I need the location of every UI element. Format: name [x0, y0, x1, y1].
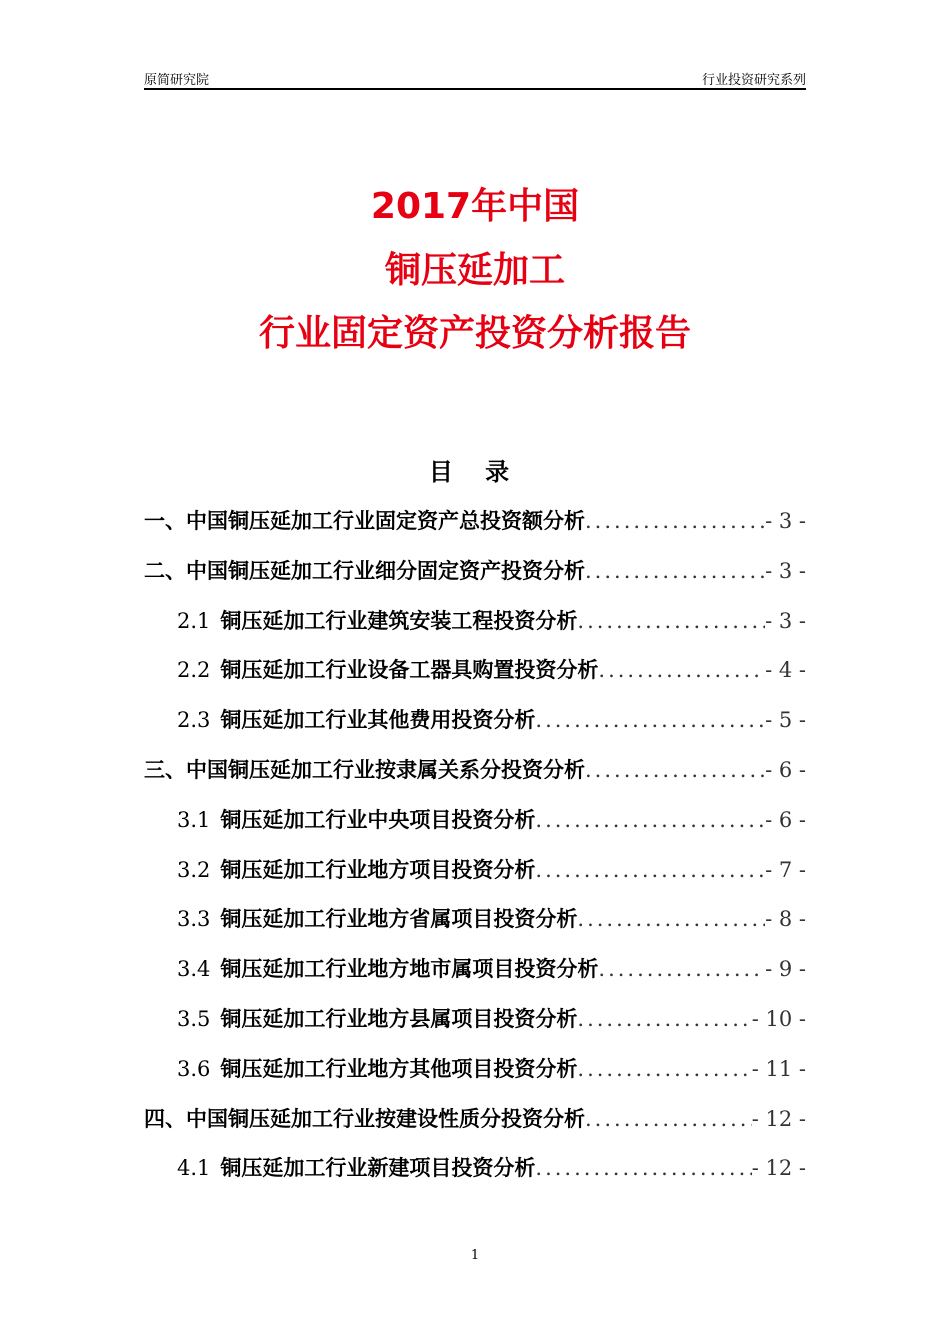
toc-leader-dots	[535, 1156, 751, 1180]
page-header	[144, 68, 806, 90]
toc-entry-text: 铜压延加工行业地方县属项目投资分析	[220, 1006, 578, 1031]
toc-entry-page: - 3 -	[765, 558, 806, 583]
toc-entry-number: 2.3	[177, 708, 211, 733]
toc-entry[interactable]	[144, 704, 806, 754]
toc-leader-dots	[535, 708, 765, 732]
toc-entry-text: 铜压延加工行业新建项目投资分析	[220, 1156, 536, 1181]
toc-entry-title	[177, 1152, 535, 1182]
toc-entry-text: 铜压延加工行业其他费用投资分析	[220, 708, 536, 733]
toc-entry-number: 3.1	[177, 807, 211, 832]
toc-entry-text: 铜压延加工行业地方项目投资分析	[220, 857, 536, 882]
title-line-3: 行业固定资产投资分析报告	[258, 313, 691, 354]
toc-entry[interactable]	[144, 1103, 806, 1153]
toc-entry-number: 3.4	[177, 957, 211, 982]
toc-leader-dots	[585, 1107, 752, 1131]
toc-leader-dots	[585, 758, 765, 782]
toc-entry-page: - 12 -	[751, 1106, 806, 1131]
toc-entry[interactable]	[144, 1152, 806, 1202]
toc-leader-dots	[577, 1057, 751, 1081]
toc-entry-title	[177, 605, 577, 635]
toc-entry-title	[177, 854, 535, 884]
toc-entry-page: - 3 -	[765, 509, 806, 533]
toc-entry-text: 四、中国铜压延加工行业按建设性质分投资分析	[144, 1106, 585, 1131]
toc-leader-dots	[598, 658, 765, 682]
toc-entry-page: - 7 -	[765, 857, 806, 882]
toc-entry[interactable]	[144, 555, 806, 605]
toc-entry-text: 三、中国铜压延加工行业按隶属关系分投资分析	[144, 757, 585, 782]
toc-entry-page: - 5 -	[765, 708, 806, 733]
toc-entry-title	[177, 1053, 577, 1083]
toc-entry-page: - 6 -	[765, 807, 806, 832]
toc-entry[interactable]	[144, 605, 806, 655]
toc-entry-title	[177, 1003, 577, 1033]
toc-entry-page: - 8 -	[765, 907, 806, 932]
toc-leader-dots	[535, 808, 765, 832]
toc-entry[interactable]	[144, 1053, 806, 1103]
toc-entry-text: 铜压延加工行业地方地市属项目投资分析	[220, 957, 599, 982]
header-org: 原简研究院	[144, 73, 210, 88]
toc-entry[interactable]	[144, 654, 806, 704]
toc-entry-title	[144, 505, 585, 535]
toc-entry-text: 一、中国铜压延加工行业固定资产总投资额分析	[144, 509, 585, 533]
toc-heading: 目 录	[428, 458, 522, 486]
title-line-2: 铜压延加工	[384, 250, 565, 291]
table-of-contents	[144, 505, 806, 1202]
toc-entry-number: 3.5	[177, 1006, 211, 1031]
toc-entry-page: - 12 -	[751, 1156, 806, 1181]
toc-entry-number: 3.3	[177, 907, 211, 932]
toc-entry-text: 铜压延加工行业地方其他项目投资分析	[220, 1056, 578, 1081]
toc-entry[interactable]	[144, 854, 806, 904]
toc-entry-number: 3.2	[177, 857, 211, 882]
toc-entry-title	[177, 804, 535, 834]
toc-entry[interactable]	[144, 1003, 806, 1053]
toc-leader-dots	[598, 957, 765, 981]
toc-entry[interactable]	[144, 754, 806, 804]
toc-leader-dots	[577, 907, 765, 931]
toc-leader-dots	[585, 559, 765, 583]
toc-entry-title	[177, 953, 598, 983]
header-series: 行业投资研究系列	[701, 73, 806, 88]
toc-entry-number: 2.2	[177, 658, 211, 683]
toc-leader-dots	[577, 1007, 751, 1031]
toc-entry-page: - 9 -	[765, 957, 806, 982]
toc-entry-text: 铜压延加工行业地方省属项目投资分析	[220, 907, 578, 932]
toc-entry-page: - 10 -	[751, 1006, 806, 1031]
toc-entry[interactable]	[144, 505, 806, 555]
toc-entry-page: - 11 -	[751, 1056, 806, 1081]
toc-entry-number: 2.1	[177, 608, 211, 633]
toc-entry-page: - 4 -	[765, 658, 806, 683]
toc-entry-title	[177, 903, 577, 933]
toc-entry-title	[144, 754, 585, 784]
toc-entry-title	[177, 704, 535, 734]
toc-leader-dots	[535, 858, 765, 882]
title-line-1: 2017年中国	[370, 186, 580, 227]
toc-entry-title	[177, 654, 598, 684]
toc-entry-page: - 3 -	[765, 608, 806, 633]
toc-entry[interactable]	[144, 903, 806, 953]
toc-entry-title	[144, 1103, 585, 1133]
page-number: 1	[470, 1248, 480, 1263]
toc-entry-number: 4.1	[177, 1156, 211, 1181]
toc-leader-dots	[577, 609, 765, 633]
toc-entry-text: 铜压延加工行业中央项目投资分析	[220, 807, 536, 832]
toc-entry-title	[144, 555, 585, 585]
toc-entry-number: 3.6	[177, 1056, 211, 1081]
toc-entry[interactable]	[144, 804, 806, 854]
toc-entry-page: - 6 -	[765, 757, 806, 782]
toc-entry[interactable]	[144, 953, 806, 1003]
toc-entry-text: 二、中国铜压延加工行业细分固定资产投资分析	[144, 558, 585, 583]
toc-entry-text: 铜压延加工行业建筑安装工程投资分析	[220, 608, 578, 633]
toc-entry-text: 铜压延加工行业设备工器具购置投资分析	[220, 658, 599, 683]
toc-leader-dots	[585, 509, 765, 533]
